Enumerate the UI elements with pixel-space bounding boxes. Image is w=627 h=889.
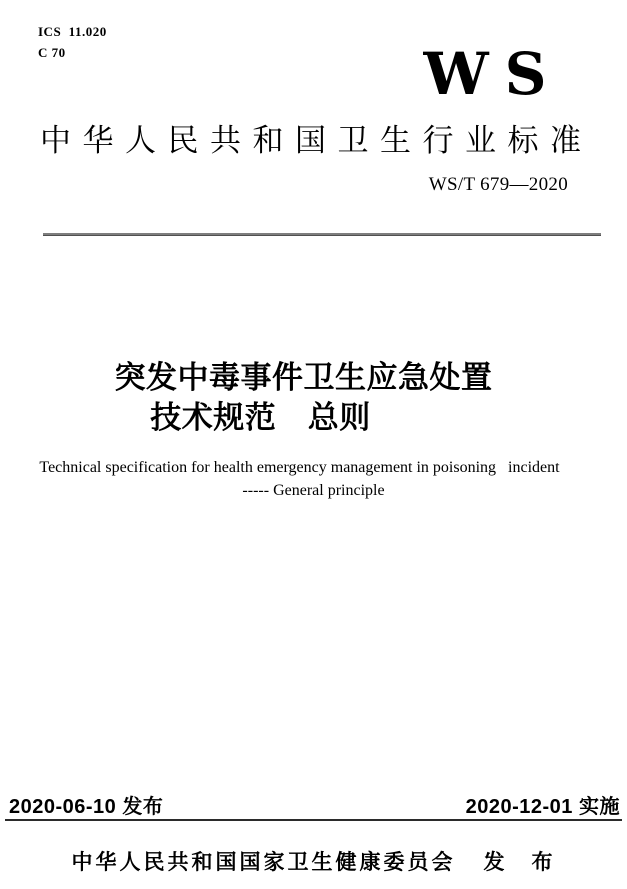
ws-logo: WS (423, 40, 563, 108)
standard-number: WS/T 679—2020 (428, 174, 568, 195)
standard-type-heading: 中华人民共和国卫生行业标准 (40, 123, 593, 158)
english-subtitle-line1: Technical specification for health emergency management in poisoning incident (39, 459, 560, 476)
publish-label: 发 布 (483, 851, 556, 874)
classification-code: C 70 (38, 45, 66, 60)
document-title-line2: 技术规范 总则 (150, 400, 371, 435)
english-subtitle-line2: ----- General principle (242, 482, 385, 499)
document-title-line1: 突发中毒事件卫生应急处置 (114, 360, 493, 395)
date-row (9, 795, 620, 819)
issue-date: 2020-06-10 发布 (9, 796, 164, 818)
issuer-row (0, 850, 627, 876)
header-divider (43, 233, 601, 236)
footer-divider (5, 819, 622, 821)
english-subtitle (0, 456, 627, 502)
document-title (0, 358, 627, 438)
ics-code: ICS 11.020 (38, 24, 107, 39)
implementation-date: 2020-12-01 实施 (465, 796, 620, 818)
issuing-authority: 中华人民共和国国家卫生健康委员会 (71, 851, 456, 874)
